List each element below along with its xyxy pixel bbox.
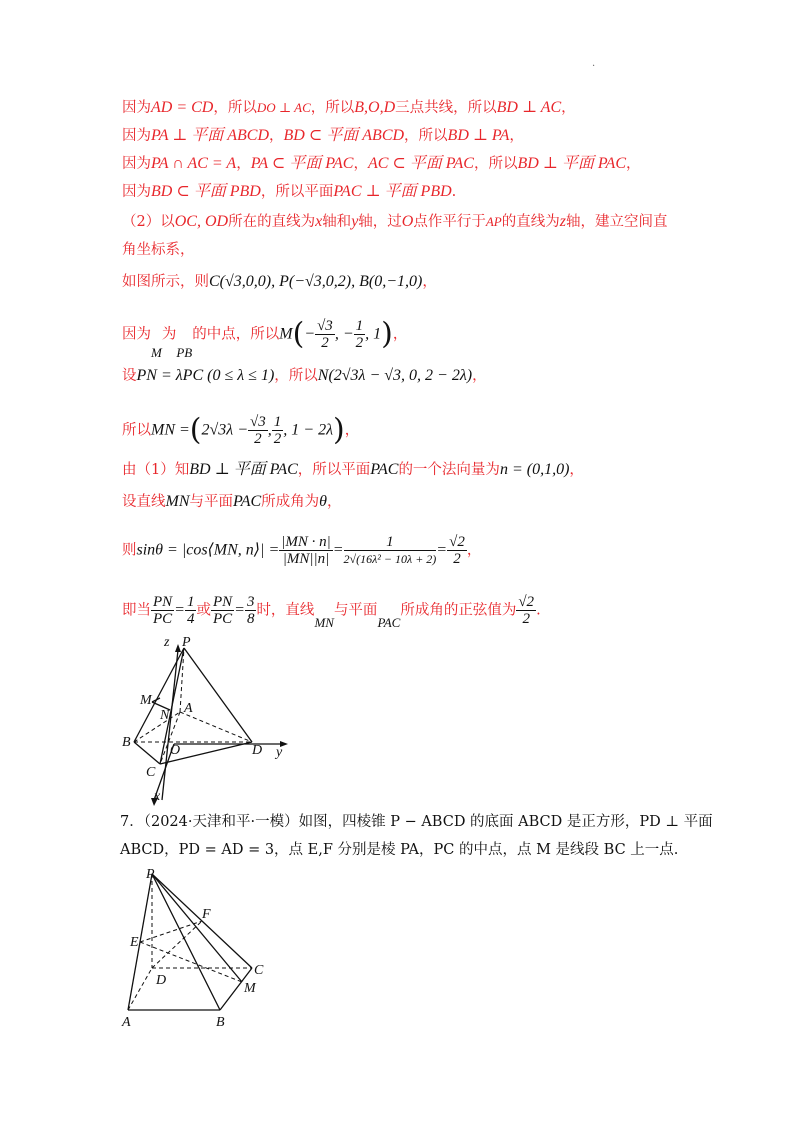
solution-line-6: 角坐标系， <box>122 242 195 258</box>
label-D: D <box>156 973 167 988</box>
label-D: D <box>252 743 263 758</box>
edge-PD <box>184 648 252 742</box>
edge-PB <box>152 874 220 1010</box>
label-E: E <box>130 935 139 950</box>
label-P: P <box>146 867 155 882</box>
solution-line-1: 因为AD = CD，所以DO ⊥ AC，所以B,O,D三点共线，所以BD ⊥ AC， <box>122 99 576 116</box>
segment-EF <box>140 921 202 942</box>
solution-line-13: 则sinθ = |cos⟨MN, n⟩| = $\frac{|MN \cdot n|}{|MN||n|}$ = $\frac{1}{\text{2√(16λ² − 10λ + 2)}}$ = $\frac{√2}{2}$ ， <box>122 534 482 567</box>
label-C: C <box>254 963 264 978</box>
solution-line-5: （2）以OC, OD所在的直线为x轴和y轴，过O点作平行于AP的直线为z轴，建立空间直 <box>122 213 668 230</box>
label-P: P <box>182 635 191 650</box>
label-F: F <box>202 907 211 922</box>
problem-7-line-2: ABCD，PD = AD = 3，点 E,F 分别是棱 PA，PC 的中点，点 M 是线段 BC 上一点. <box>120 842 679 858</box>
solution-line-3: 因为PA ∩ AC = A，PA ⊂ 平面 PAC，AC ⊂ 平面 PAC，所以BD ⊥ 平面 PAC， <box>122 155 641 172</box>
edge-BC <box>134 742 160 764</box>
solution-line-4: 因为BD ⊂ 平面 PBD，所以平面PAC ⊥ 平面 PBD. <box>122 183 457 200</box>
label-M: M <box>244 981 256 996</box>
label-A: A <box>122 1015 131 1030</box>
label-x: x <box>154 789 161 804</box>
solution-line-11: 由（1）知BD ⊥ 平面 PAC，所以平面PAC的一个法向量为n = (0,1,0)， <box>122 461 584 478</box>
label-O: O <box>170 743 181 758</box>
label-M: M <box>140 693 152 708</box>
corner-mark: . <box>592 58 596 69</box>
z-arrow <box>175 644 181 652</box>
solution-line-12: 设直线MN与平面PAC所成角为θ， <box>122 493 342 510</box>
label-N: N <box>160 708 170 723</box>
label-B: B <box>216 1015 225 1030</box>
label-B: B <box>122 735 131 750</box>
label-C: C <box>146 765 156 780</box>
figure-pyramid-P-ABCD <box>116 866 276 1031</box>
figure-coordinate-pyramid <box>118 632 298 807</box>
label-z: z <box>164 635 170 650</box>
edge-BA <box>134 712 180 742</box>
solution-line-9: 设PN = λPC (0 ≤ λ ≤ 1)，所以N(2√3λ − √3, 0, 2 − 2λ)， <box>122 367 487 384</box>
solution-line-14: 即当 $\frac{PN}{PC}$ = $\frac{1}{4}$ 或 $\frac{PN}{PC}$ = $\frac{3}{8}$ 时，直线MN与平面PAC所成角的正弦值为 $\frac{√2}{2}$ . <box>122 594 541 630</box>
label-y: y <box>276 745 283 760</box>
segment-DF <box>152 921 202 968</box>
problem-7-line-1: 7．（2024·天津和平·一模）如图，四棱锥 P − ABCD 的底面 ABCD 是正方形，PD ⊥ 平面 <box>120 814 713 830</box>
solution-line-2: 因为PA ⊥ 平面 ABCD，BD ⊂ 平面 ABCD，所以BD ⊥ PA， <box>122 127 524 144</box>
edge-PM <box>152 874 242 982</box>
solution-line-7: 如图所示，则C(√3,0,0), P(−√3,0,2), B(0,−1,0)， <box>122 273 437 290</box>
z-axis-line <box>162 650 181 800</box>
solution-line-10: 所以MN =(2√3λ − $\frac{√3}{2}$ , $\frac{1}{2}$ , 1 − 2λ)， <box>122 412 360 448</box>
label-A: A <box>184 701 193 716</box>
solution-line-8: 因为M为PB的中点，所以M(− $\frac{√3}{2}$ , − $\frac{1}{2}$ , 1)， <box>122 316 408 360</box>
